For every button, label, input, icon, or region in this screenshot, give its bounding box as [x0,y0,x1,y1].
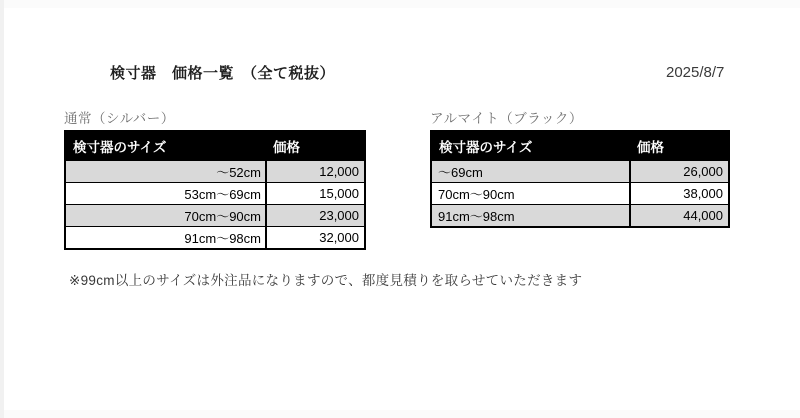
table-row [431,183,729,205]
table-label-black: アルマイト（ブラック） [430,111,583,126]
table-header-row [431,131,729,161]
page-title: 検寸器 価格一覧 （全て税抜） [110,65,336,82]
price-cell: 26,000 [630,161,729,183]
page-edge-bottom [0,410,800,418]
price-cell: 12,000 [266,161,365,183]
table-label-silver: 通常（シルバー） [64,111,175,126]
document-date: 2025/8/7 [666,64,725,81]
column-header-size: 検寸器のサイズ [431,131,630,161]
price-table-black [430,130,730,228]
table-row [431,205,729,227]
column-header-size: 検寸器のサイズ [65,131,266,161]
price-cell: 15,000 [266,183,365,205]
price-cell: 23,000 [266,205,365,227]
price-cell: 38,000 [630,183,729,205]
table-header-row [65,131,365,161]
size-cell: ～52cm [65,161,266,183]
price-cell: 32,000 [266,227,365,249]
size-cell: 70cm～90cm [431,183,630,205]
footnote: ※99cm以上のサイズは外注品になりますので、都度見積りを取らせていただきます [69,273,583,288]
table-row [65,183,365,205]
size-cell: 53cm～69cm [65,183,266,205]
price-cell: 44,000 [630,205,729,227]
size-cell: 91cm～98cm [431,205,630,227]
size-cell: 91cm～98cm [65,227,266,249]
size-cell: 70cm～90cm [65,205,266,227]
page-edge-top [0,0,800,8]
page-edge-left [0,0,4,418]
size-cell: ～69cm [431,161,630,183]
table-row [65,205,365,227]
table-row [65,227,365,249]
price-table-silver [64,130,366,250]
table-row [65,161,365,183]
table-row [431,161,729,183]
column-header-price: 価格 [266,131,365,161]
column-header-price: 価格 [630,131,729,161]
